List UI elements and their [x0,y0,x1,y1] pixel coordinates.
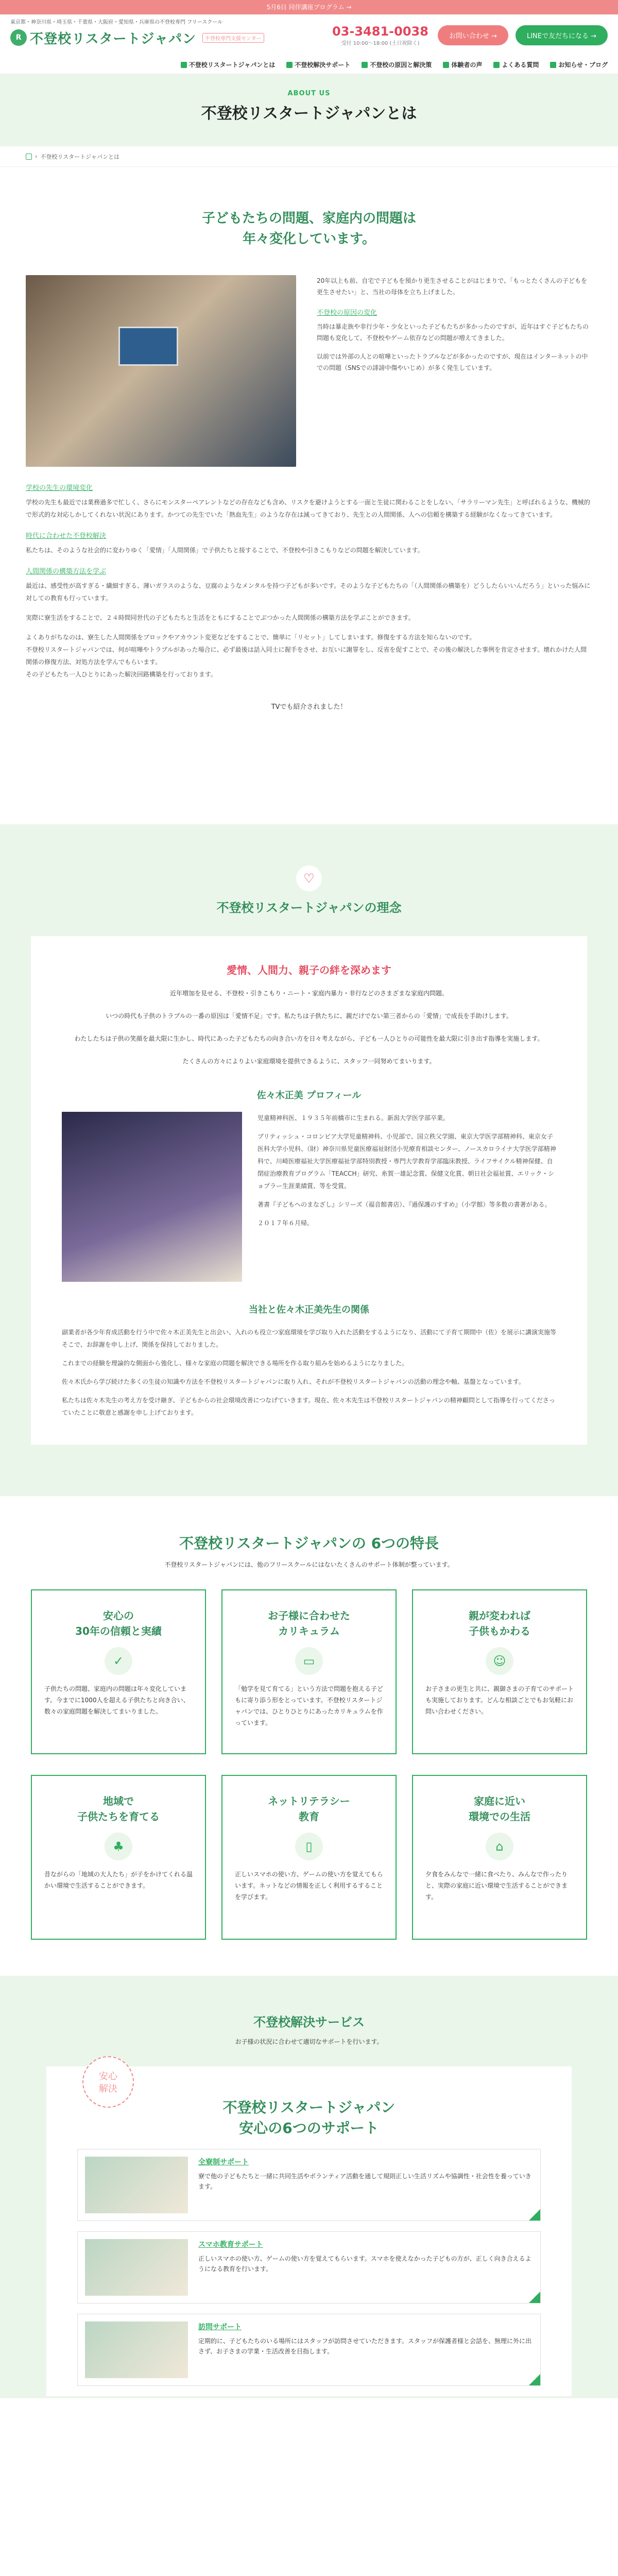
section-heading: 学校の先生の環境変化 [26,484,93,492]
feature-title-2: 教育 [299,1810,319,1823]
features-title: 不登校リスタートジャパンの 6つの特長 [179,1535,439,1552]
profile-row [62,1112,556,1282]
paragraph: 不登校リスタートジャパンでは、何が喧嘩やトラブルがあった場合に、必ず最後は話入同士に握手をさせ、お互いに謝罪をし、反省を促すことで、その後の解決した事例を肯定させます。壊れかけた人間関係の修復方法、対処方法を学んでもらいます。 [26,646,587,666]
nav-icon [181,62,187,68]
feature-card [221,1775,397,1940]
hero-en: ABOUT US [287,90,331,97]
service-item[interactable] [77,2231,541,2303]
service-title: 訪問サポート [198,2323,242,2331]
relation-text: 私たちは佐々木先生の考え方を受け継ぎ、子どもからの社会環境改善につなげていきます。現在、佐々木先生は不登校リスタートジャパンの精神顧問として指導を行ってくださっていたことに敬意と感謝を申し上げております。 [62,1397,555,1416]
page-title: 不登校リスタートジャパンとは [201,105,417,123]
nav-icon [362,62,368,68]
feature-body: 正しいスマホの使い方、ゲームの使い方を覚えてもらいます。ネットなどの情報を正しく利用するすることを学びます。 [235,1871,383,1901]
feature-card [412,1589,587,1754]
breadcrumb-sep: › [35,153,38,160]
nav-label: 不登校解決サポート [295,61,351,69]
paragraph: 実際に寮生活をすることで、２４時間同世代の子どもたちと生活をともにすることでぶつかった人間関係の構築方法を学ぶことができます。 [26,614,415,621]
profile-title: 佐々木正美 プロフィール [256,1090,362,1101]
relation-title: 当社と佐々木正美先生の関係 [249,1304,369,1315]
contact-button[interactable]: お問い合わせ → [438,25,508,45]
arrow-corner-icon [529,2292,540,2303]
feature-card [31,1589,206,1754]
nav-label: お知らせ・ブログ [558,61,608,69]
side-text: 当時は暴走族や非行少年・少女といった子どもたちが多かったのですが、近年はすぐ子どもたちの問題も変化して、不登校やゲーム依存などの問題が増えてきました。 [317,323,589,342]
main-nav [0,56,618,74]
logo[interactable] [10,28,264,47]
paragraph: 私たちは、そのような社会的に変わりゆく「愛情」「人間関係」で子供たちと接することで、不登校や引きこもりなどの問題を解決しています。 [26,547,424,554]
service-desc: 寮で他の子どもたちと一緒に共同生活やボランティア活動を通して規則正しい生活リズムや協調性・社会性を養っていきます。 [198,2173,531,2190]
relief-badge [82,2056,134,2108]
relation-text: これまでの経験を理論的な側面から強化し、様々な家庭の問題を解決できる場所を作る取り組みを始めるようになりました。 [62,1360,408,1367]
feature-title-2: 環境での生活 [469,1810,530,1823]
feature-title [44,1793,193,1824]
services-lead: お子様の状況に合わせて適切なサポートを行います。 [235,2038,383,2045]
paragraph: 学校の先生も最近では業務過多で忙しく、さらにモンスターペアレントなどの存在なども含め、リスクを避けようとする一面と生徒に関わることをしない、「サラリーマン先生」と呼ばれるような、機械的で形式的な対応しかしてくれない状況にあります。かつての先生でいた「熱血先生」のような存在は減ってきており、先生との人間関係、人への信頼を構築する経験がなくなってきています。 [26,499,590,518]
philosophy-section [0,824,618,1496]
feature-title [425,1793,574,1824]
top-banner[interactable]: 5月6日 同伴講座プログラム → [0,0,618,14]
section-heading: 人間関係の構築方法を学ぶ [26,568,107,575]
services-section [0,1976,618,2398]
breadcrumb-current: 不登校リスタートジャパンとは [40,153,119,160]
service-title: 全寮制サポート [198,2158,249,2166]
feature-title-1: お子様に合わせた [268,1609,350,1622]
feature-body: 子供たちの問題、家庭内の問題は年々変化しています。今までに1000人を超える子供たちと向き合い、数々の家庭問題を解決してまいりました。 [44,1685,190,1715]
logo-text: 不登校リスタートジャパン [30,31,196,47]
nav-label: 体験者の声 [451,61,483,69]
feature-body: 「勉学を見て育てる」という方法で問題を抱える子どもに寄り添う形をとっています。不登校リスタートジャパンでは、ひとりひとりにあったカリキュラムを作っています。 [235,1685,384,1726]
paragraph: 最近は、感受性が高すぎる・繊細すぎる、薄いガラスのような、豆腐のようなメンタルを持つ子どもが多いです。そのような子どもたちの「（人間関係の構築を）どうしたらいいんだろう」といった悩みに対しての教育も行っています。 [26,582,591,602]
header-subtitle: 東京都・神奈川県・埼玉県・千葉県・大阪府・愛知県・兵庫県の不登校専門 フリースクール [10,20,223,25]
intro-title-1: 子どもたちの問題、家庭内の問題は [201,211,416,226]
nav-icon [286,62,293,68]
side-text: 以前では外部の人との喧嘩といったトラブルなどが多かったのですが、現在はインターネットの中での問題（SNSでの誹謗中傷やいじめ）が多く発生しています。 [317,353,588,371]
home-icon[interactable] [26,154,32,160]
arrow-corner-icon [529,2209,540,2221]
feature-title-1: 親が変われば [469,1609,530,1622]
service-item[interactable] [77,2314,541,2386]
features-grid [31,1589,587,1940]
smartphone-icon: ▯ [295,1833,323,1860]
nav-item-about[interactable] [181,60,276,69]
feature-card [412,1775,587,1940]
side-heading: 不登校の原因の変化 [317,309,377,317]
services-title: 不登校解決サービス [253,2015,365,2029]
paragraph: よくありがちなのは、寮生した人間関係をブロックやアカウント変更などをすることで、簡単に「リセット」してしまいます。修復をする方法を知らないのです。 [26,634,476,641]
shield-icon: ✓ [105,1647,132,1675]
philosophy-text: 近年増加を見せる、不登校・引きこもり・ニート・家庭内暴力・非行などのさまざまな家庭内問題。 [169,990,448,997]
feature-title-1: 安心の [103,1609,134,1622]
service-image [85,2321,188,2378]
intro-side [317,275,592,467]
philosophy-text: たくさんの方々によりよい家庭環境を提供できるように、スタッフ一同努めてまいります。 [182,1058,436,1065]
feature-title [44,1608,193,1639]
relation-text: 副業者が各少年育成活動を行う中で佐々木正美先生と出会い、入れのも役立つ家庭環境を学び取り入れた活動をするようになり、活動にて子育て期間中（佐）を展示に講演実施等そこで、お辞謝を申し上げ、関係を保持しておりました。 [62,1329,557,1348]
nav-label: 不登校の原因と解決策 [370,61,432,69]
philosophy-text: いつの時代も子供のトラブルの一番の原因は「愛情不足」です。私たちは子供たちに、親だけでない第三者からの「愛情」で成長を手助けします。 [106,1012,512,1020]
phone-box [332,24,428,46]
nav-item-support[interactable] [286,60,350,69]
sprout-icon: ♣ [105,1833,132,1860]
relation-text: 佐々木氏から学び続けた多くの生徒の知識や方法を不登校リスタートジャパンに取り入れ、それが不登校リスタートジャパンの活動の理念や軸、基盤となっています。 [62,1378,525,1385]
feature-title-1: 家庭に近い [474,1795,525,1807]
services-card [46,2066,572,2396]
intro-section [0,167,618,711]
profile-line: ブリティッシュ・コロンビア大学児童精神科、小児部で、国立秩父学園、東京大学医学部精神科、東京女子医科大学小児科、（財）神奈川県児童医療福祉財団小児療育相談センター、ノースカロライナ大学医学部精神科で、川崎医療福祉大学医療福祉学部特別教授・専門大学教育学部臨床教授、ライフサイクル精神保健、自閉症治療教育プログラム「TEACCH」研究、糸賀一雄記念賞、保健文化賞、朝日社会福祉賞、エリック・ショプラー生涯業績賞、等を受賞。 [258,1133,556,1190]
feature-title-2: 子供たちを育てる [77,1810,160,1823]
profile-photo [62,1112,242,1282]
nav-item-news[interactable] [550,60,608,69]
feature-title-2: 子供もかわる [469,1625,530,1637]
philosophy-text: わたしたちは子供の笑顔を最大限に生かし、時代にあった子どもたちの向き合い方を日々考えながら、子ども一人ひとりの可能性を最大限に引き出す指導を実施します。 [74,1035,544,1042]
services-card-title-2: 安心の6つのサポート [239,2120,379,2137]
nav-item-causes[interactable] [362,60,432,69]
feature-card [221,1589,397,1754]
badge-line-2: 解決 [99,2083,117,2094]
logo-tag: 不登校専門支援センター [202,33,264,43]
line-button[interactable]: LINEで友だちになる → [516,25,608,45]
features-lead: 不登校リスタートジャパンには、他のフリースクールにはないたくさんのサポート体制が整っています。 [164,1561,454,1568]
nav-icon [443,62,449,68]
feature-title [425,1608,574,1639]
nav-label: よくある質問 [502,61,539,69]
page-hero [0,74,618,146]
service-desc: 正しいスマホの使い方、ゲームの使い方を覚えてもらいます。スマホを使えなかった子どもの方が、正しく向き合えるようになる教育を行います。 [198,2255,531,2273]
phone-number[interactable]: 03-3481-0038 [332,24,428,39]
feature-body: 夕食をみんなで一緒に食べたり、みんなで作ったりと、実際の家庭に近い環境で生活することができます。 [425,1871,568,1901]
header [0,14,618,56]
philosophy-title: 不登校リスタートジャパンの理念 [216,901,402,915]
feature-card [31,1775,206,1940]
feature-body: 昔ながらの「地域の大人たち」が子をかけてくれる温かい環境で生活することができます。 [44,1871,193,1889]
service-text [198,2239,533,2296]
nav-item-faq[interactable] [493,60,539,69]
feature-title-1: ネットリテラシー [268,1795,350,1807]
nav-icon [493,62,500,68]
family-icon: ☺ [486,1647,513,1675]
side-text: 20年以上も前、自宅で子どもを預かり更生させることがはじまりで、「もっとたくさんの子どもを更生させたい」と、当社の母体を立ち上げました。 [317,277,588,296]
service-title: スマホ教育サポート [198,2241,263,2249]
intro-title-2: 年々変化しています。 [243,231,375,247]
service-image [85,2157,188,2213]
services-card-title [77,2097,541,2139]
tv-notice: TVでも紹介されました！ [271,703,347,711]
nav-label: 不登校リスタートジャパンとは [188,61,276,69]
house-icon: ⌂ [486,1833,513,1860]
profile-line: 著書『子どもへのまなざし』シリーズ（福音館書店）、『過保護のすすめ』（小学館）等多数の書著がある。 [258,1201,551,1208]
seminar-photo [26,275,296,467]
heart-icon: ♡ [296,866,322,891]
service-desc: 定期的に、子どもたちのいる場所にはスタッフが訪問させていただきます。スタッフが保護者様と会話を、無理に外に出さず、お子さまの学業・生活改善を目指します。 [198,2337,532,2355]
service-text [198,2321,533,2378]
service-item[interactable] [77,2149,541,2221]
phone-hours: 受付 10:00〜18:00 (土日祝除く) [341,40,420,46]
nav-icon [550,62,556,68]
services-card-title-1: 不登校リスタートジャパン [222,2099,396,2116]
feature-title [235,1608,383,1639]
arrow-corner-icon [529,2374,540,2385]
section-heading: 時代に合わせた不登校解決 [26,532,107,540]
feature-title-1: 地域で [103,1795,134,1807]
intro-title [26,208,592,249]
logo-mark-icon: R [10,29,27,46]
book-icon: ▭ [295,1647,323,1675]
profile-line: 児童精神科医、１９３５年前橋市に生まれる。新潟大学医学部卒業。 [258,1114,450,1122]
nav-item-voices[interactable] [443,60,482,69]
feature-title [235,1793,383,1824]
paragraph: その子どもたち一人ひとりにあった解決回路構築を行っております。 [26,671,217,678]
features-section [0,1496,618,1976]
profile-text [258,1112,556,1282]
service-image [85,2239,188,2296]
feature-body: お子さまの更生と共に、親御さまの子育てのサポートも実施しております。どんな相談ごとでもお気軽にお問い合わせください。 [425,1685,574,1715]
service-text [198,2157,533,2213]
philosophy-card [31,936,587,1445]
breadcrumb [0,146,618,167]
philosophy-card-title: 愛情、人間力、親子の絆を深めます [227,964,391,976]
feature-title-2: 30年の信頼と実績 [75,1625,162,1637]
profile-line: ２０１７年６月帰。 [258,1219,314,1227]
feature-title-2: カリキュラム [278,1625,340,1637]
badge-line-1: 安心 [99,2071,117,2082]
intro-row [26,275,592,467]
